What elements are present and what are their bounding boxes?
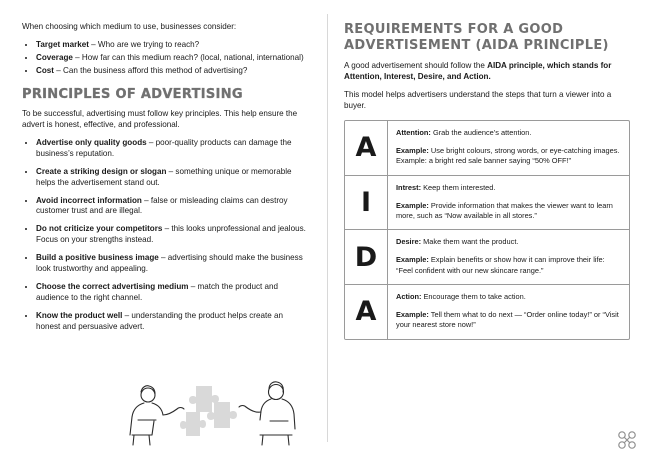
list-item-rest: – match the product and audience to the right channel. [36,282,279,302]
aida-heading: REQUIREMENTS FOR A GOOD ADVERTISEMENT (AIDA PRINCIPLE) [344,22,609,53]
list-item [36,196,309,218]
list-item-term: Cost [36,65,54,75]
list-item-term: Do not criticize your competitors [36,224,163,234]
list-item-term: Build a positive business image [36,253,159,263]
table-row [345,176,629,231]
aida-example-text: Explain benefits or show how it can improve their life: “Feel confident with our new skincare range.” [396,255,605,275]
aida-example-label: Example: [396,146,429,156]
aida-title-line [396,237,621,247]
aida-example-text: Provide information that makes the viewer want to learn more, such as “Now available in all stores.” [396,200,613,220]
aida-intro-text [344,61,630,83]
list-item-term: Choose the correct advertising medium [36,282,189,292]
aida-example-line [396,146,621,166]
aida-example-line [396,310,621,330]
aida-example-line [396,201,621,221]
aida-letter-cell [345,230,388,284]
aida-text-cell [388,121,629,175]
list-item [36,167,309,189]
aida-letter: A [355,296,377,328]
table-row [345,121,629,176]
list-item-rest: – false or misleading claims can destroy customer trust and are illegal. [36,195,288,216]
list-item-term: Know the product well [36,310,123,320]
aida-example-label: Example: [396,310,429,320]
aida-example-label: Example: [396,255,429,265]
list-item-rest: – advertising should make the business look trustworthy and appealing. [36,253,303,274]
right-column [328,0,648,456]
list-item-rest: – poor-quality products can damage the business’s reputation. [36,137,292,158]
aida-letter: D [354,241,378,273]
aida-text-cell [388,176,629,230]
people-puzzle-illustration [118,372,308,450]
aida-letter-cell [345,176,388,230]
list-item [36,138,309,160]
list-item-term: Advertise only quality goods [36,137,147,147]
principles-intro-text: To be successful, advertising must follow key principles. This help ensure the advert is honest, effective, and professional. [22,109,298,129]
aida-intro-pre: A good advertisement should follow the [344,61,488,71]
aida-title: Attention: [396,127,431,137]
aida-title-line [396,292,621,302]
table-row [345,230,629,285]
aida-title-rest: Encourage them to take action. [421,291,526,301]
list-item-term: Create a striking design or slogan [36,166,167,176]
consider-list [22,40,309,77]
aida-intro-bold: AIDA principle, which stands for Attention, Interest, Desire, and Action. [344,61,612,82]
list-item-term: Target market [36,39,89,49]
list-item-rest: – Who are we trying to reach? [88,39,200,49]
list-item [36,66,309,77]
list-item-term: Avoid incorrect information [36,195,142,205]
aida-title-rest: Make them want the product. [421,237,519,247]
list-item-rest: – something unique or memorable helps the advertisement stand out. [36,166,292,187]
aida-example-text: Use bright colours, strong words, or eye-catching images. Example: a bright red sale banner saying “50% OFF!” [396,146,620,166]
list-item [36,311,309,333]
aida-title: Desire: [396,237,422,247]
aida-intro-secondary: This model helps advertisers understand the steps that turn a viewer into a buyer. [344,90,612,110]
list-item-rest: – understanding the product helps create an honest and persuasive advert. [36,310,283,331]
medium-intro-text: When choosing which medium to use, businesses consider: [22,22,237,31]
aida-example-line [396,255,621,275]
aida-table [344,120,630,340]
aida-text-cell [388,230,629,284]
list-item [36,40,309,51]
list-item [36,224,309,246]
aida-letter-cell [345,285,388,339]
principles-heading: PRINCIPLES OF ADVERTISING [22,86,243,102]
aida-title-line [396,128,621,138]
list-item-term: Coverage [36,52,73,62]
aida-example-text: Tell them what to do next — “Order online today!” or “Visit your nearest store now!” [396,310,619,330]
list-item-rest: – this looks unprofessional and jealous. Focus on your strengths instead. [36,224,306,245]
list-item [36,282,309,304]
aida-title: Action: [396,291,422,301]
principles-list [22,138,309,333]
aida-letter: A [355,132,377,164]
list-item [36,53,309,64]
list-item-rest: – How far can this medium reach? (local, national, international) [72,52,304,62]
aida-letter-cell [345,121,388,175]
aida-text-cell [388,285,629,339]
aida-example-label: Example: [396,200,429,210]
aida-title-rest: Keep them interested. [421,182,496,192]
list-item [36,253,309,275]
aida-title: Intrest: [396,182,422,192]
corner-logo-icon [616,430,638,450]
aida-letter: I [360,186,372,218]
aida-title-rest: Grab the audience’s attention. [430,127,532,137]
table-row [345,285,629,339]
aida-title-line [396,183,621,193]
list-item-rest: – Can the business afford this method of advertising? [54,65,248,75]
